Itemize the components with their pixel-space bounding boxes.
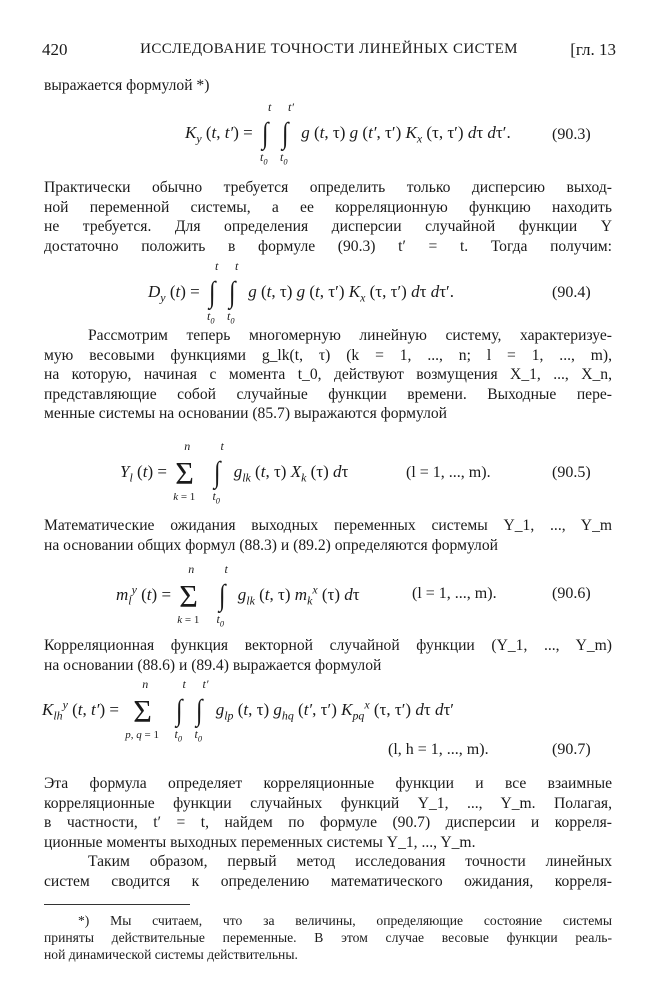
text-line: Таким образом, первый метод исследования точности линейных (88, 853, 612, 870)
equation-condition: (l = 1, ..., m). (412, 585, 497, 602)
equation-condition: (l = 1, ..., m). (406, 464, 491, 481)
text-line: Эта формула определяет корреляционные функции и все взаимные (44, 775, 612, 792)
text-line: ной переменной системы, а ее корреляционную функцию находить (44, 198, 612, 216)
text-line: Рассмотрим теперь многомерную линейную систему, характеризуе- (88, 327, 612, 344)
equation-90-7: $K_{lh}^y$ (t, t′) = Σ n p, q = 1 ∫ t $t_0$ ∫ t′ $t_0$ $g_{lp}$ (t, τ) $g_{hq}$ (t′, τ′) $K_{pq}^x$ (τ, τ′) dτ dτ′ (42, 677, 455, 744)
chapter-marker: [гл. 13 (570, 40, 616, 59)
text-line: Практически обычно требуется определить только дисперсию выход- (44, 179, 612, 196)
equation-number: (90.7) (552, 741, 591, 758)
equation-90-5: $Y_l$ (t) = Σ n k = 1 ∫ t $t_0$ $g_{lk}$ (t, τ) $X_k$ (τ) dτ (120, 439, 349, 506)
text-line: систем сводится к определению математического ожидания, корреля- (44, 872, 612, 890)
footnote-line: ной динамической системы действительны. (44, 947, 298, 962)
equation-number: (90.4) (552, 284, 591, 301)
text-line: выражается формулой *) (44, 77, 210, 94)
text-line: достаточно положить в формуле (90.3) t′ = t. Тогда получим: (44, 237, 612, 255)
equation-condition: (l, h = 1, ..., m). (388, 741, 489, 758)
equation-number: (90.3) (552, 126, 591, 143)
equation-90-3: $K_y$ (t, t′) = ∫ t $t_0$ ∫ t′ $t_0$ g (t, τ) g (t′, τ′) $K_x$ (τ, τ′) dτ dτ′. (185, 100, 511, 167)
text-line: в частности, t′ = t, найдем по формуле (90.7) дисперсии и корреля- (44, 814, 612, 831)
page-number: 420 (42, 40, 68, 59)
text-line: мую весовыми функциями g_lk(t, τ) (k = 1, ..., n; l = 1, ..., m), (44, 346, 612, 364)
footnote-line: приняты действительные переменные. В этом случае весовые функции реаль- (44, 930, 612, 945)
equation-90-6: $m_l^y$ (t) = Σ n k = 1 ∫ t $t_0$ $g_{lk}$ (t, τ) $m_k^x$ (τ) dτ (116, 562, 360, 629)
equation-number: (90.5) (552, 464, 591, 481)
text-line: ционные моменты выходных переменных системы Y_1, ..., Y_m. (44, 833, 476, 851)
equation-90-4: $D_y$ (t) = ∫ t $t_0$ ∫ t $t_0$ g (t, τ) g (t, τ′) $K_x$ (τ, τ′) dτ dτ′. (148, 259, 454, 326)
text-line: на которую, начиная с момента t_0, действуют возмущения X_1, ..., X_n, (44, 366, 612, 383)
text-line: менные системы на основании (85.7) выражаются формулой (44, 405, 448, 422)
text-line: Математические ожидания выходных переменных системы Y_1, ..., Y_m (44, 517, 612, 534)
equation-number: (90.6) (552, 585, 591, 602)
footnote-rule (44, 904, 190, 905)
running-header (42, 40, 616, 64)
text-line: корреляционные функции случайных функций Y_1, ..., Y_m. Полагая, (44, 794, 612, 812)
text-line: представляющие собой случайные функции времени. Выходные пере- (44, 385, 612, 403)
text-line: не требуется. Для определения дисперсии случайной функции Y (44, 218, 612, 235)
text-line: на основании общих формул (88.3) и (89.2) определяются формулой (44, 536, 498, 554)
running-title: ИССЛЕДОВАНИЕ ТОЧНОСТИ ЛИНЕЙНЫХ СИСТЕМ (140, 41, 518, 57)
text-line: на основании (88.6) и (89.4) выражается формулой (44, 656, 382, 674)
text-line: Корреляционная функция векторной случайной функции (Y_1, ..., Y_m) (44, 637, 612, 654)
footnote-line: *) Мы считаем, что за величины, определяющие состояние системы (78, 913, 612, 928)
